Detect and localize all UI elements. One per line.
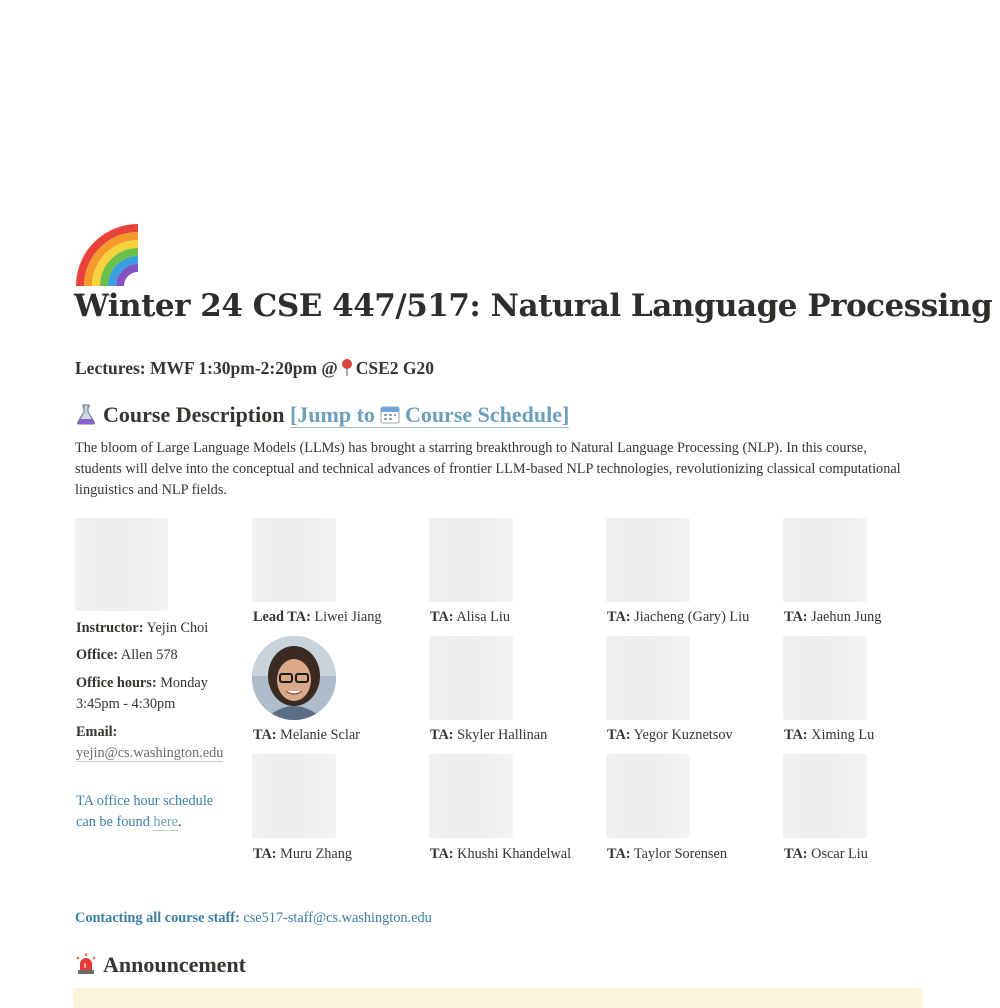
announcement-heading [75, 952, 246, 978]
email-link[interactable]: yejin@cs.washington.edu [76, 745, 224, 761]
ta-role: TA: [607, 727, 631, 743]
ta-role: TA: [430, 609, 454, 625]
instructor-label: Instructor: [76, 620, 144, 636]
ta-photo [252, 518, 336, 602]
instructor-office [76, 645, 226, 666]
ta-name: Ximing Lu [811, 727, 875, 743]
person-avatar-icon [252, 636, 336, 720]
ta-photo [606, 518, 690, 602]
ta-photo [783, 518, 867, 602]
instructor-hours [76, 673, 226, 715]
ta-name: Oscar Liu [811, 846, 868, 862]
ta-photo [783, 636, 867, 720]
ta-name: Muru Zhang [280, 846, 353, 862]
ta-photo [429, 754, 513, 838]
ta-hours-link[interactable]: here [153, 814, 179, 830]
ta-photo-avatar [252, 636, 336, 720]
ta-role: TA: [253, 727, 277, 743]
ta-photo [783, 754, 867, 838]
contact-label: Contacting all course staff: [75, 910, 240, 926]
ta-role: TA: [784, 609, 808, 625]
instructor-name [76, 618, 226, 639]
ta-photo [429, 636, 513, 720]
announcement-title: Announcement [103, 952, 247, 977]
ta-name: Liwei Jiang [314, 609, 382, 625]
ta-role: TA: [784, 727, 808, 743]
ta-name: Jaehun Jung [811, 609, 882, 625]
instructor-value: Yejin Choi [146, 620, 209, 636]
lectures-location: CSE2 G20 [355, 358, 434, 378]
ta-role: TA: [430, 727, 454, 743]
jump-target: Course Schedule] [404, 402, 570, 427]
ta-name: Yegor Kuznetsov [633, 727, 733, 743]
ta-role: TA: [607, 609, 631, 625]
ta-role: TA: [607, 846, 631, 862]
course-description-title: Course Description [103, 402, 285, 427]
ta-name: Jiacheng (Gary) Liu [634, 609, 750, 625]
ta-caption [607, 727, 733, 744]
email-label: Email: [76, 724, 118, 740]
ta-caption [253, 727, 360, 744]
ta-name: Khushi Khandelwal [457, 846, 572, 862]
flask-icon [75, 403, 97, 425]
ta-hours-text: TA office hour schedule can be found [76, 793, 214, 830]
ta-caption [253, 846, 352, 863]
ta-office-hours-note [76, 791, 226, 833]
ta-role: TA: [253, 846, 277, 862]
lectures-text: Lectures: MWF 1:30pm-2:20pm @ [75, 358, 338, 378]
jump-prefix: [Jump to [289, 402, 375, 427]
contact-staff [75, 910, 432, 927]
ta-role: Lead TA: [253, 609, 311, 625]
ta-name: Skyler Hallinan [457, 727, 548, 743]
ta-hours-period: . [178, 814, 182, 830]
ta-caption [607, 609, 749, 626]
hours-label: Office hours: [76, 675, 157, 691]
course-description-heading [75, 402, 569, 428]
ta-role: TA: [430, 846, 454, 862]
ta-caption [784, 846, 868, 863]
office-value: Allen 578 [120, 647, 178, 663]
lectures-info [75, 358, 434, 379]
rainbow-icon [76, 214, 144, 286]
ta-photo [429, 518, 513, 602]
announcement-callout [73, 988, 923, 1008]
ta-caption [607, 846, 727, 863]
hours-value: Monday 3:45pm - 4:30pm [76, 675, 208, 712]
course-description-text: The bloom of Large Language Models (LLMs) has brought a starring breakthrough to Natural Language Processing (NLP). In this course, students will delve into the conceptual and technical advances of frontier LLM-based NLP technologies, revolutionizing classical computational linguistics and NLP fields. [75, 440, 901, 498]
siren-icon [75, 953, 97, 975]
ta-name: Taylor Sorensen [633, 846, 727, 862]
ta-role: TA: [784, 846, 808, 862]
jump-to-schedule-link[interactable] [290, 402, 569, 428]
ta-caption [784, 609, 881, 626]
ta-caption [430, 609, 510, 626]
contact-email-link[interactable]: cse517-staff@cs.washington.edu [243, 910, 432, 926]
calendar-icon [379, 403, 401, 425]
pin-icon [340, 358, 354, 376]
office-label: Office: [76, 647, 119, 663]
ta-caption [430, 846, 571, 863]
ta-caption [430, 727, 547, 744]
page-title: Winter 24 CSE 447/517: Natural Language Processing [74, 288, 993, 324]
ta-photo [606, 636, 690, 720]
instructor-photo [75, 518, 168, 611]
instructor-email [76, 722, 226, 764]
ta-name: Alisa Liu [456, 609, 510, 625]
ta-name: Melanie Sclar [280, 727, 360, 743]
ta-photo [252, 754, 336, 838]
ta-photo [606, 754, 690, 838]
ta-caption [253, 609, 382, 626]
ta-caption [784, 727, 874, 744]
